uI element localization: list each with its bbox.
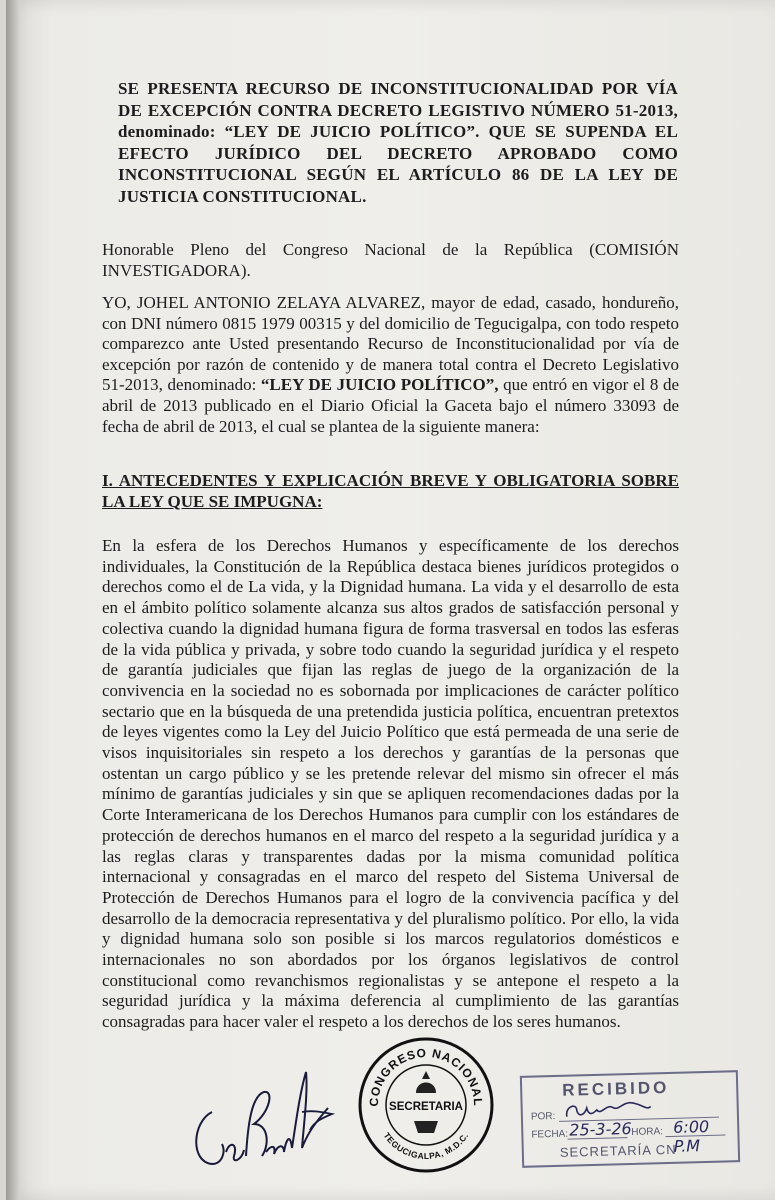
intro-paragraph bbox=[102, 293, 679, 437]
document-title bbox=[118, 78, 678, 207]
svg-text:TEGUCIGALPA, M.D.C. bbox=[382, 1131, 471, 1161]
stamp-por-label: POR: bbox=[530, 1110, 556, 1123]
stamp-fecha-value: 25-3-26 bbox=[569, 1118, 632, 1140]
congreso-seal bbox=[356, 1035, 496, 1175]
received-stamp bbox=[520, 1070, 740, 1168]
stamp-hora-label: HORA: bbox=[631, 1126, 664, 1138]
body-paragraph: En la esfera de los Derechos Humanos y específicamente de los derechos individuales, la Constitución de la República destaca bienes jurídicos protegidos o derechos como el de La vida, y la Dignidad humana. La vida y el desarrollo de esta en el ámbito político solamente alcanza sus altos grados de satisfacción personal y colectiva cuando la dignidad humana figura de forma trasversal en todos las esferas de la vida pública y privada, y sobre todo cuando la seguridad jurídica y el respeto de garantía judiciales que fijan las reglas de juego de la organización de la convivencia en la sociedad no es sobornada por implicaciones de carácter político sectario que en la búsqueda de una pretendida justicia política, encuentran pretextos de leyes vigentes como la Ley del Juicio Político que está permeada de una serie de visos inquisitoriales sin respeto a los derechos y garantías de la personas que ostentan un cargo público y se les pretende relevar del mismo sin ofrecer el más mínimo de garantías judiciales y sin que se apliquen recomendaciones dadas por la Corte Interamericana de los Derechos Humanos para cumplir con los estándares de protección de derechos humanos en el marco del respeto a la seguridad jurídica y a las reglas claras y transparentes dadas por la misma comunidad política internacional y consagradas en el marco del respeto del Sistema Universal de Protección de Derechos Humanos para el logro de la convivencia pacífica y del desarrollo de la democracia representativa y del pluralismo político. Por ello, la vida y dignidad humana solo son posible si los marcos regulatorios domésticos e internacionales no son abordados por los órganos legislativos de control constitucional como revanchismos regionalistas y se antepone el respeto a la seguridad jurídica y la máxima deferencia al cumplimiento de las garantías consagradas para hacer valer el respeto a los derechos de los seres humanos. bbox=[102, 536, 679, 1032]
section-heading: I. ANTECEDENTES Y EXPLICACIÓN BREVE Y OBLIGATORIA SOBRE LA LEY QUE SE IMPUGNA: bbox=[102, 471, 679, 511]
seal-bottom-text: TEGUCIGALPA, M.D.C. bbox=[381, 1130, 471, 1162]
stamp-footer: SECRETARÍA CN bbox=[559, 1141, 677, 1160]
stamp-hora-value: 6:00 P.M bbox=[672, 1116, 710, 1156]
handwritten-signature bbox=[182, 1052, 352, 1182]
title-quoted: “LEY DE JUICIO POLÍTICO”. QUE SE SUPENDA EL EFECTO JURÍDICO DEL DECRETO APROBADO COMO INCONSTITUCIONAL SEGÚN EL ARTÍCULO 86 DE LA LEY DE JUSTICIA CONSTITUCIONAL. bbox=[118, 122, 678, 206]
intro-part2: que entró en vigor el 8 de abril de 2013 publicado en el Diario Oficial la Gaceta bajo el número 33093 de fecha de abril de 2013, el cual se plantea de la siguiente manera: bbox=[102, 375, 679, 436]
title-part1: SE PRESENTA RECURSO DE INCONSTITUCIONALIDAD POR VÍA DE EXCEPCIÓN CONTRA DECRETO LEGISTIVO NÚMERO 51-2013, denominado: bbox=[118, 79, 678, 141]
seal-top-text: CONGRESO NACIONAL bbox=[366, 1045, 486, 1107]
addressee: Honorable Pleno del Congreso Nacional de la República (COMISIÓN INVESTIGADORA). bbox=[102, 240, 679, 280]
seal-center-text: SECRETARIA bbox=[389, 1101, 463, 1113]
intro-part1: YO, JOHEL ANTONIO ZELAYA ALVAREZ, mayor de edad, casado, hondureño, con DNI número 0815 1979 00315 y del domicilio de Tegucigalpa, con todo respeto comparezco ante Usted presentando Recurso de Inconstitucionalidad por vía de excepción por razón de contenido y de manera total contra el Decreto Legislativo 51-2013, denominado: bbox=[102, 293, 679, 395]
intro-law-name: “LEY DE JUICIO POLÍTICO”, bbox=[260, 375, 499, 395]
stamp-title: RECIBIDO bbox=[561, 1077, 670, 1100]
page-edge-shadow bbox=[6, 0, 20, 1200]
document-page bbox=[6, 0, 775, 1200]
stamp-fecha-label: FECHA: bbox=[531, 1128, 569, 1141]
